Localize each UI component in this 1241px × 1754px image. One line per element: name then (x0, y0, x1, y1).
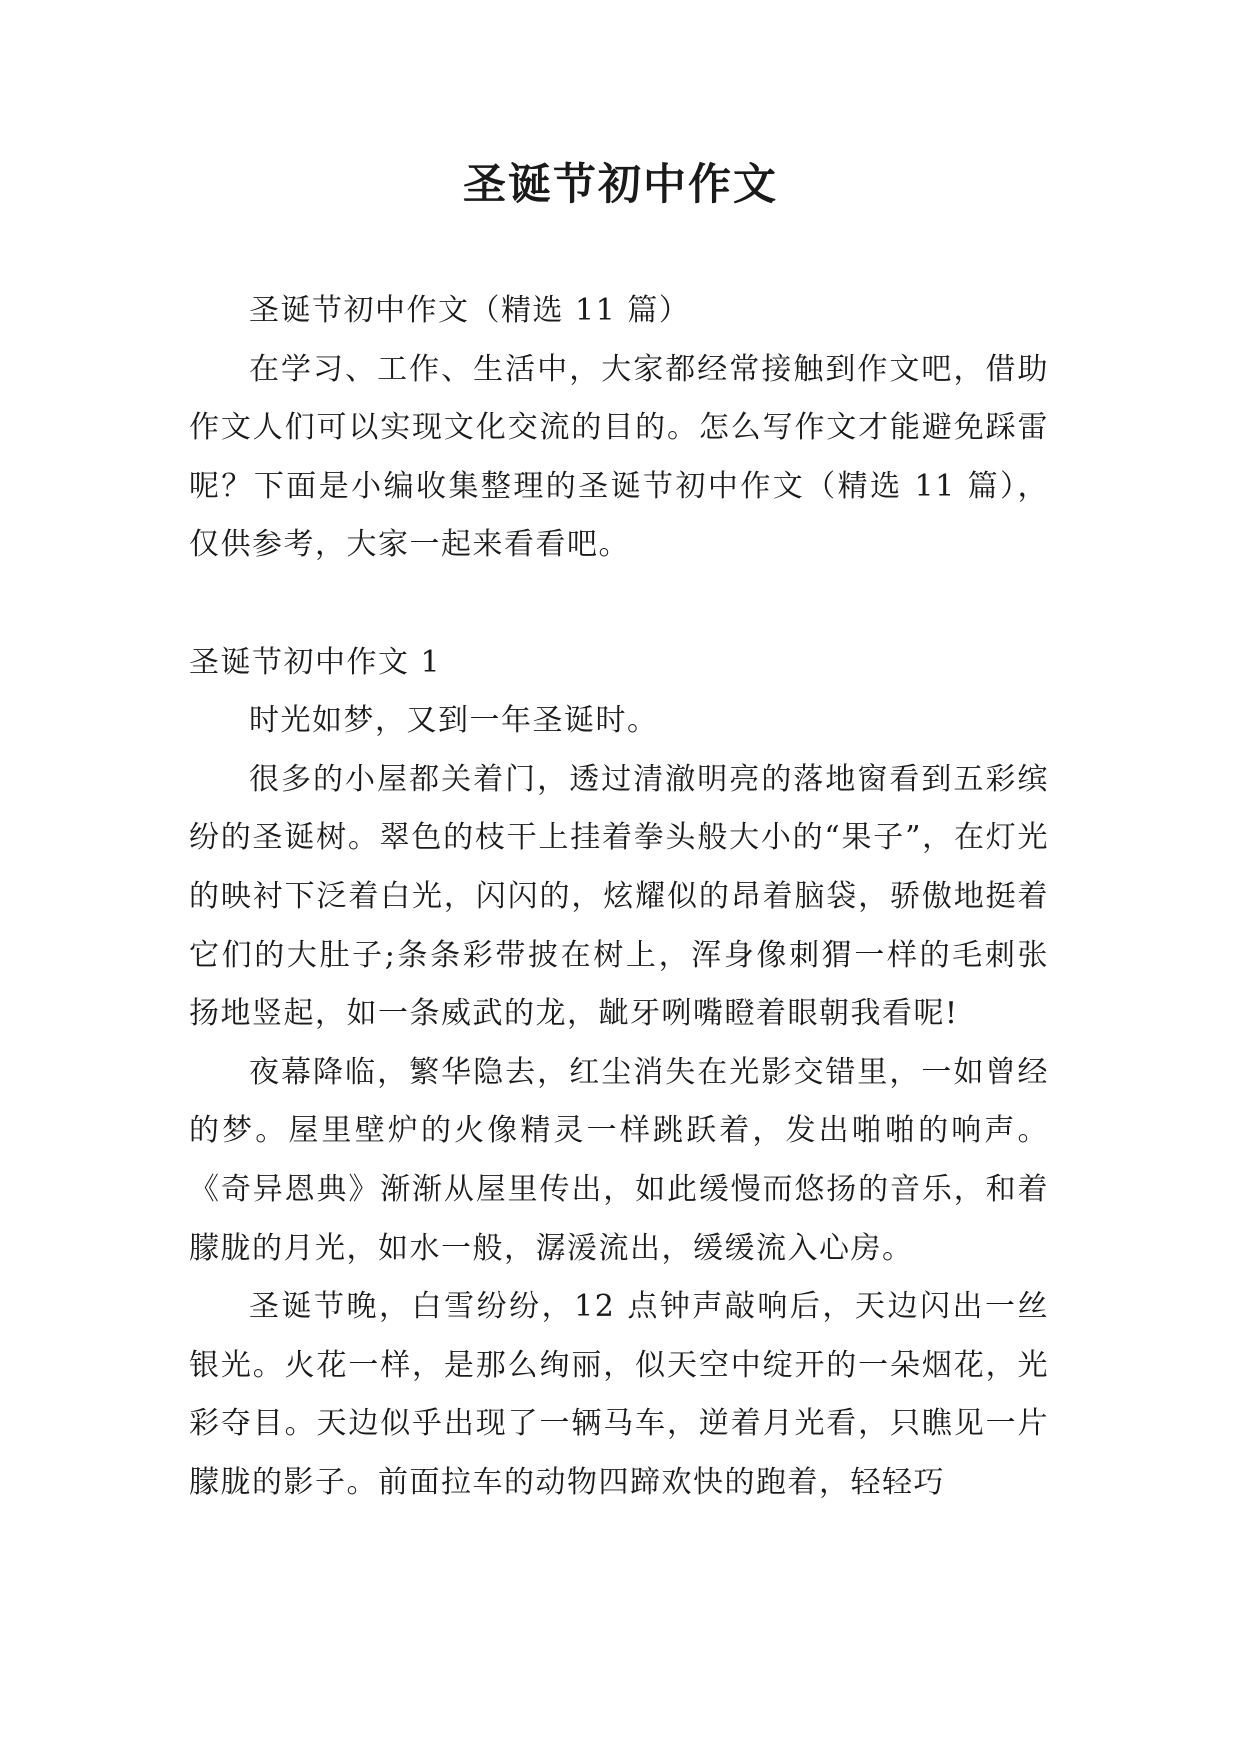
body-paragraph: 时光如梦，又到一年圣诞时。 (249, 703, 659, 739)
section-heading: 圣诞节初中作文 1 (189, 644, 442, 680)
intro-paragraph: 在学习、工作、生活中，大家都经常接触到作文吧，借助作文人们可以实现文化交流的目的。怎么写作文才能避免踩雷呢？下面是小编收集整理的圣诞节初中作文（精选 11 篇），仅供参考，大家一起来看看吧。 (189, 351, 1049, 563)
document-title: 圣诞节初中作文 (463, 160, 778, 210)
body-paragraph: 夜幕降临，繁华隐去，红尘消失在光影交错里，一如曾经的梦。屋里壁炉的火像精灵一样跳跃着，发出啪啪的响声。《奇异恩典》渐渐从屋里传出，如此缓慢而悠扬的音乐，和着朦胧的月光，如水一般，潺湲流出，缓缓流入心房。 (189, 1054, 1049, 1266)
body-paragraph: 很多的小屋都关着门，透过清澈明亮的落地窗看到五彩缤纷的圣诞树。翠色的枝干上挂着拳头般大小的“果子”，在灯光的映衬下泛着白光，闪闪的，炫耀似的昂着脑袋，骄傲地挺着它们的大肚子;条条彩带披在树上，浑身像刺猬一样的毛刺张扬地竖起，如一条威武的龙，龇牙咧嘴瞪着眼朝我看呢! (189, 761, 1049, 1032)
paragraph-spacer (189, 575, 1049, 634)
body-paragraph: 圣诞节晚，白雪纷纷，12 点钟声敲响后，天边闪出一丝银光。火花一样，是那么绚丽，似天空中绽开的一朵烟花，光彩夺目。天边似乎出现了一辆马车，逆着月光看，只瞧见一片朦胧的影子。前面拉车的动物四蹄欢快的跑着，轻轻巧 (189, 1289, 1049, 1500)
document-subtitle: 圣诞节初中作文（精选 11 篇） (249, 293, 691, 328)
document-body (189, 282, 1049, 1512)
